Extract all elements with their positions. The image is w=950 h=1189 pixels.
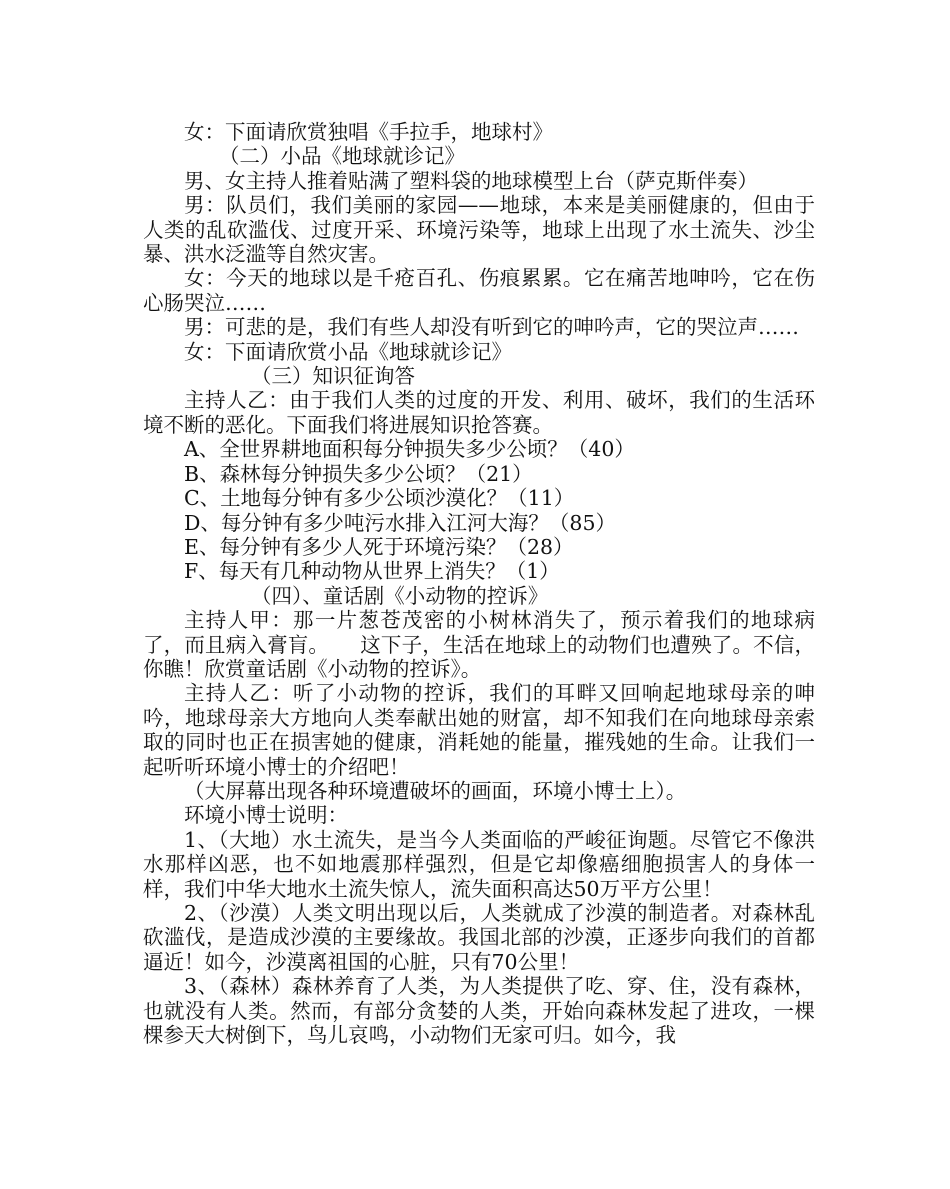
paragraph-item-land: 1、（大地）水土流失，是当今人类面临的严峻征询题。尽管它不像洪水那样凶恶，也不如地震那样强烈，但是它却像癌细胞损害人的身体一样，我们中华大地水土流失惊人，流失面积高达50万平方公里！ xyxy=(143,827,815,901)
paragraph-skit-announce: 女：下面请欣赏小品《地球就诊记》 xyxy=(184,339,512,364)
quiz-item-c: C、土地每分钟有多少公顷沙漠化？（11） xyxy=(184,486,575,511)
section-heading-skit: （二）小品《地球就诊记》 xyxy=(219,144,465,169)
section-heading-fairy-play: （四）、童话剧《小动物的控诉》 xyxy=(251,583,549,608)
paragraph-screen-direction: （大屏幕出现各种环境遭破坏的画面，环境小博士上）。 xyxy=(184,778,687,803)
section-heading-quiz: （三）知识征询答 xyxy=(251,364,415,389)
paragraph-male-host-2: 男：可悲的是，我们有些人却没有听到它的呻吟声，它的哭泣声…… xyxy=(184,315,799,340)
quiz-item-b: B、森林每分钟损失多少公顷？（21） xyxy=(184,461,533,486)
paragraph-item-forest: 3、（森林）森林养育了人类，为人类提供了吃、穿、住，没有森林，也就没有人类。然而，有部分贪婪的人类，开始向森林发起了进攻，一棵棵参天大树倒下，鸟儿哀鸣，小动物们无家可归。如今，我 xyxy=(143,974,815,1048)
paragraph-stage-direction: 男、女主持人推着贴满了塑料袋的地球模型上台（萨克斯伴奏） xyxy=(184,168,758,193)
paragraph-host-b: 主持人乙：听了小动物的控诉，我们的耳畔又回响起地球母亲的呻吟，地球母亲大方地向人类奉献出她的财富，却不知我们在向地球母亲索取的同时也正在损害她的健康，消耗她的能量，摧残她的生命。让我们一起听听环境小博士的介绍吧！ xyxy=(143,681,815,779)
paragraph-female-host: 女：今天的地球以是千疮百孔、伤痕累累。它在痛苦地呻吟，它在伤心肠哭泣…… xyxy=(143,266,815,315)
paragraph-male-host: 男：队员们，我们美丽的家园——地球，本来是美丽健康的，但由于人类的乱砍滥伐、过度开采、环境污染等，地球上出现了水土流失、沙尘暴、洪水泛滥等自然灾害。 xyxy=(143,193,815,267)
quiz-item-e: E、每分钟有多少人死于环境污染？（28） xyxy=(184,534,574,559)
paragraph-item-desert: 2、（沙漠）人类文明出现以后，人类就成了沙漠的制造者。对森林乱砍滥伐，是造成沙漠的主要缘故。我国北部的沙漠，正逐步向我们的首都逼近！如今，沙漠离祖国的心脏，只有70公里！ xyxy=(143,901,815,974)
paragraph-host-a: 主持人甲：那一片葱苍茂密的小树林消失了，预示着我们的地球病了，而且病入膏肓。 这下子，生活在地球上的动物们也遭殃了。不信，你瞧！欣赏童话剧《小动物的控诉》。 xyxy=(143,608,815,681)
quiz-item-f: F、每天有几种动物从世界上消失？（1） xyxy=(184,559,560,584)
document-page xyxy=(143,120,815,1047)
quiz-item-d: D、每分钟有多少吨污水排入江河大海？（85） xyxy=(184,510,617,535)
quiz-item-a: A、全世界耕地面积每分钟损失多少公顷？（40） xyxy=(184,437,635,462)
paragraph-host-b-quiz: 主持人乙：由于我们人类的过度的开发、利用、破坏，我们的生活环境不断的恶化。下面我们将进展知识抢答赛。 xyxy=(143,388,815,437)
paragraph-doctor-intro: 环境小博士说明： xyxy=(184,803,348,828)
paragraph-solo-announce: 女：下面请欣赏独唱《手拉手，地球村》 xyxy=(184,120,553,144)
